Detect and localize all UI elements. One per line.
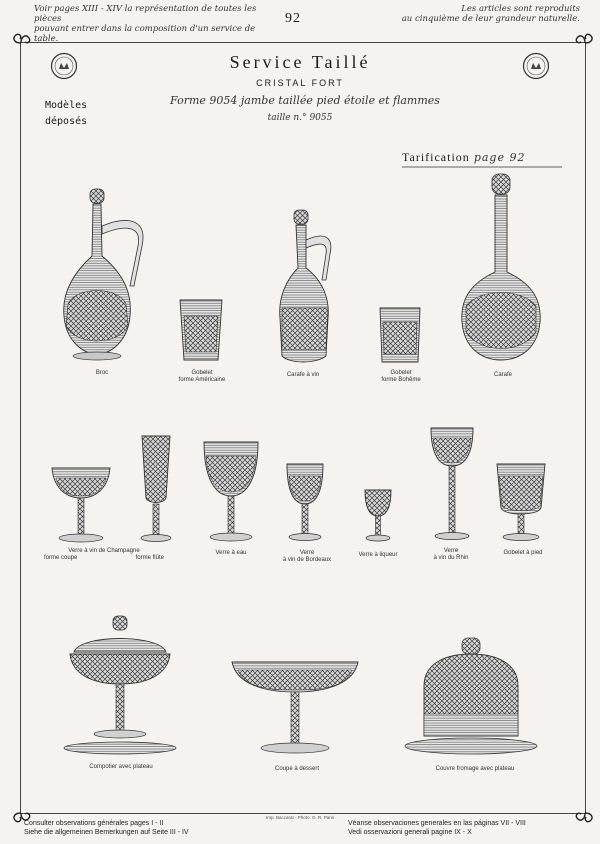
couvre-fromage-avec-plateau [402,636,540,758]
caption-verre-eau: Verre à eau [215,550,247,556]
caption-gobelet-boheme-1: Gobelet [390,370,412,376]
caption-broc: Broc [95,370,109,376]
gobelet-americain [178,298,224,364]
tarification-page: page 92 [473,151,526,164]
footer-it: Vedi osservazioni generali pagine IX - X [348,828,472,836]
gobelet-a-pied [494,462,548,544]
header-note-left-line2: pouvant entrer dans la composition d'un service de table. [34,24,256,44]
verre-bordeaux [284,462,326,544]
caption-verre-champagne-2: forme coupe [44,555,78,561]
footer-left [24,820,284,837]
caption-gobelet-boheme-2: forme Bohême [381,377,421,383]
broc-jug [56,186,148,366]
caption-coupe-dessert: Coupe à dessert [274,766,320,772]
caption-verre-bordeaux [268,550,346,564]
footer-right [348,820,588,837]
header-note-right-line1: Les articles sont reproduits [461,4,580,14]
caption-gobelet-americain [164,370,240,384]
taille-line: taille n.° 9055 [267,113,333,123]
caption-flute: forme flûte [135,555,164,561]
caption-compotier: Compotier avec plateau [89,764,153,770]
caption-carafe-a-vin: Carafe à vin [286,372,320,378]
verre-champagne-coupe [50,464,112,544]
caption-verre-bordeaux-1: Verre [299,550,315,556]
caption-carafe: Carafe [493,372,512,378]
tarification-underline [402,166,562,170]
caption-verre-champagne-1: Verre à vin de Champagne [68,548,140,554]
gobelet-boheme [378,306,422,364]
caption-verre-rhin-2: à vin du Rhin [433,555,469,561]
imprint: Imp. Baccarat - Photo. G. R. Paris [265,815,335,820]
carafe-a-vin [270,208,342,366]
caption-gobelet-americain-2: forme Américaine [178,377,226,383]
tarification-label: Tarification [402,150,470,164]
crystal-subtitle: CRISTAL FORT [256,78,344,88]
footer-de: Siehe die allgemeinen Bemerkungen auf Seite III - IV [24,828,189,836]
page-number: 92 [285,11,301,26]
verre-a-eau [200,440,262,544]
modeles-line1: Modèles [45,100,88,111]
corner-ornament-icon [10,32,32,54]
verre-vin-du-rhin [428,426,476,544]
caption-couvre-fromage: Couvre fromage avec plateau [435,766,515,772]
modeles-deposes [45,98,87,130]
corner-ornament-icon [574,32,596,54]
tarification [402,150,525,165]
footer-fr: Consulter observations générales pages I - II [24,820,164,827]
header-note-right [380,4,580,24]
modeles-line2: déposés [45,116,88,127]
page-title: Service Taillé [229,52,371,72]
header-note-right-line2: au cinquième de leur grandeur naturelle. [401,14,580,24]
caption-verre-rhin-1: Verre [443,548,459,554]
header-note-left [34,4,279,44]
caption-verre-champagne [44,548,164,562]
header-note-left-line1: Voir pages XIII - XIV la représentation de toutes les pièces [34,4,257,24]
caption-verre-rhin [416,548,486,562]
forme-line: Forme 9054 jambe taillée pied étoile et flammes [170,94,440,107]
flute [138,434,174,544]
coupe-a-dessert [230,658,360,758]
caption-gobelet-boheme [364,370,438,384]
verre-a-liqueur [362,488,394,544]
caption-verre-bordeaux-2: à vin de Bordeaux [282,557,332,563]
caption-gobelet-americain-1: Gobelet [191,370,213,376]
compotier-avec-plateau [60,614,180,758]
caption-gobelet-pied: Gobelet à pied [503,550,543,556]
caption-verre-liqueur: Verre à liqueur [358,552,398,558]
footer-es: Véanse observaciones generales en las páginas VII - VIII [348,820,526,827]
carafe [456,172,546,366]
